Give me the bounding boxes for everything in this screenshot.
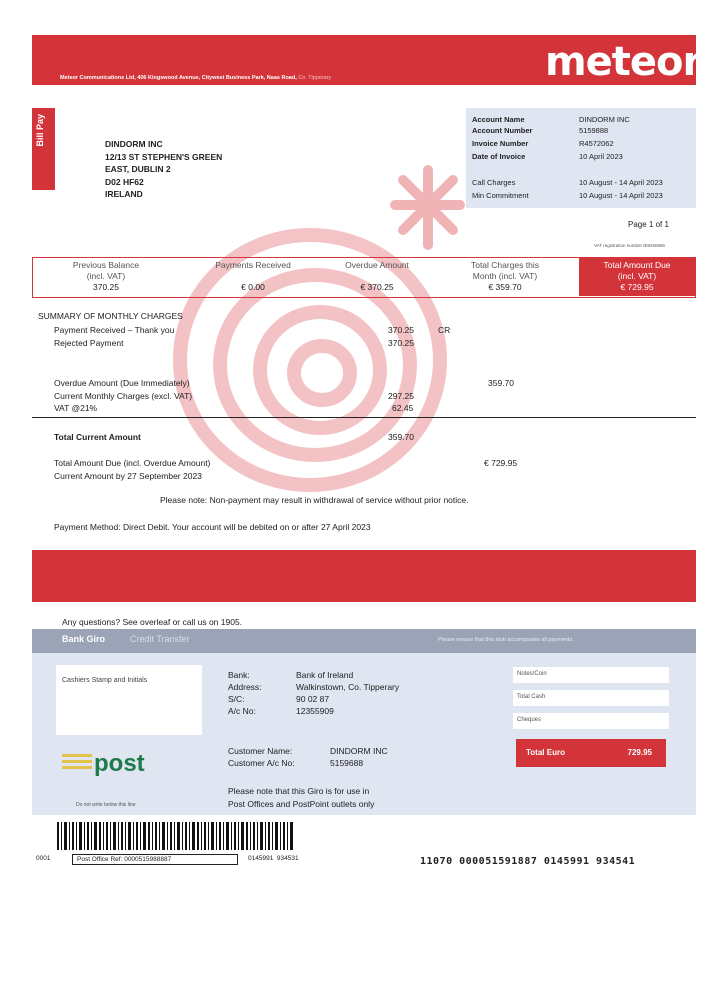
sort-code-value: 90 02 87 (296, 694, 330, 704)
total-due-incl-value: € 729.95 (484, 458, 518, 468)
cashier-stamp-box (56, 665, 202, 735)
address-tail: Co. Tipperary (298, 75, 332, 81)
post-logo-text: post (94, 750, 145, 777)
total-due-incl-label: Total Amount Due (incl. Overdue Amount) (54, 458, 211, 468)
customer-name-value: DINDORM INC (330, 746, 388, 756)
total-cash-field[interactable] (513, 690, 669, 706)
overdue-due-value: 359.70 (488, 378, 514, 388)
overdue-amount-label: Overdue Amount (345, 260, 409, 270)
meteor-logo: meteor (545, 39, 702, 85)
current-charges-label: Current Monthly Charges (excl. VAT) (54, 391, 193, 401)
bank-value: Bank of Ireland (296, 670, 354, 680)
bill-pay-tab (32, 108, 55, 190)
stub-note: Please ensure that this stub accompanies all payments. (438, 637, 574, 643)
separator-band (32, 550, 696, 602)
customer-account-label: Customer A/c No: (228, 758, 295, 768)
previous-balance (47, 260, 165, 293)
giro-usage-note-1: Please note that this Giro is for use in (228, 786, 370, 796)
notes-coin-label: Notes/Coin (517, 671, 547, 677)
company-address (60, 75, 331, 81)
post-logo (62, 750, 145, 779)
bank-account-value: 12355909 (296, 706, 334, 716)
post-office-ref (72, 854, 238, 865)
call-charges-label: Call Charges (472, 178, 516, 187)
account-name-label: Account Name (472, 115, 525, 124)
total-current-value: 359.70 (388, 432, 414, 442)
footer-code-left: 0001 (36, 855, 51, 862)
address-text: Meteor Communications Ltd, 406 Kingswood Avenue, Citywest Business Park, Naas Road, (60, 75, 297, 81)
call-charges-value: 10 August - 14 April 2023 (579, 178, 663, 187)
giro-usage-note-2: Post Offices and PostPoint outlets only (228, 799, 375, 809)
total-cash-label: Total Cash (517, 694, 546, 700)
vat-label: VAT @21% (54, 403, 98, 413)
customer-line: D02 HF62 (105, 176, 144, 187)
total-due-label: Total Amount Due (603, 260, 671, 270)
total-euro-label: Total Euro (526, 748, 565, 757)
account-name-value: DINDORM INC (579, 115, 630, 124)
cheques-label: Cheques (517, 717, 542, 723)
total-euro-box (516, 739, 666, 767)
total-due-inner (579, 260, 695, 293)
account-number-label: Account Number (472, 126, 533, 135)
total-charges (445, 260, 565, 293)
bank-account-label: A/c No: (228, 706, 256, 716)
total-charges-label-2: Month (incl. VAT) (472, 271, 538, 281)
bank-address-value: Walkinstown, Co. Tipperary (296, 682, 400, 692)
customer-line: 12/13 ST STEPHEN'S GREEN (105, 151, 223, 162)
do-not-write-note: Do not write below this line (76, 802, 136, 808)
total-euro-value: 729.95 (627, 748, 652, 757)
ocr-line: 11070 000051591887 0145991 934541 (420, 856, 636, 867)
balance-summary-box (32, 257, 696, 298)
min-commitment-value: 10 August - 14 April 2023 (579, 191, 663, 200)
footer-code-mid: 0145991 934531 (248, 855, 299, 862)
post-office-ref-text: Post Office Ref: 0000515988887 (77, 856, 172, 863)
non-payment-notice: Please note: Non-payment may result in withdrawal of service without prior notice. (160, 495, 469, 505)
payment-method: Payment Method: Direct Debit. Your account will be debited on or after 27 April 2023 (54, 522, 371, 532)
overdue-due-label: Overdue Amount (Due Immediately) (54, 378, 190, 388)
vat-registration: VAT registration number IE6260685 (594, 243, 666, 248)
customer-name-label: Customer Name: (228, 746, 293, 756)
overdue-amount-value: € 370.25 (360, 282, 394, 292)
bank-giro-bar (32, 629, 696, 653)
bank-address-label: Address: (228, 682, 262, 692)
account-details-panel (466, 108, 696, 208)
customer-account-value: 5159688 (330, 758, 364, 768)
cashier-stamp-label: Cashiers Stamp and Initials (62, 677, 148, 684)
invoice-date-label: Date of Invoice (472, 152, 526, 161)
payment-received-label: Payment Received – Thank you (54, 325, 175, 335)
post-logo-stripes-icon (62, 752, 92, 774)
payments-received-label: Payments Received (215, 260, 291, 270)
barcode (57, 822, 293, 850)
customer-line: IRELAND (105, 189, 143, 199)
page-number: Page 1 of 1 (628, 220, 669, 229)
total-current-label: Total Current Amount (54, 432, 141, 442)
invoice-date-value: 10 April 2023 (579, 152, 623, 161)
payments-received (193, 260, 313, 293)
previous-balance-label: Previous Balance (72, 260, 140, 270)
customer-line: DINDORM INC (105, 139, 163, 149)
cheques-field[interactable] (513, 713, 669, 729)
bank-giro-title: Bank Giro (62, 634, 106, 644)
rejected-payment-value: 370.25 (388, 338, 414, 348)
customer-address (105, 138, 222, 201)
min-commitment-label: Min Commitment (472, 191, 529, 200)
total-charges-label: Total Charges this (470, 260, 540, 270)
sort-code-label: S/C: (228, 694, 245, 704)
total-amount-due (579, 258, 695, 296)
credit-marker: CR (438, 325, 451, 335)
rejected-payment-label: Rejected Payment (54, 338, 124, 348)
previous-balance-label-2: (incl. VAT) (86, 271, 126, 281)
invoice-number-label: Invoice Number (472, 139, 529, 148)
notes-coin-field[interactable] (513, 667, 669, 683)
previous-balance-value: 370.25 (93, 282, 119, 292)
customer-line: EAST, DUBLIN 2 (105, 164, 171, 174)
payment-received-value: 370.25 (388, 325, 414, 335)
account-number-value: 5159888 (579, 126, 609, 135)
total-due-value: € 729.95 (620, 282, 654, 292)
payments-received-value: € 0.00 (241, 282, 265, 292)
vat-value: 62.45 (392, 403, 414, 413)
credit-transfer-title: Credit Transfer (130, 634, 190, 644)
total-charges-value: € 359.70 (488, 282, 522, 292)
monthly-summary-heading: SUMMARY OF MONTHLY CHARGES (38, 311, 183, 321)
questions-text: Any questions? See overleaf or call us on 1905. (62, 617, 243, 627)
invoice-number-value: R4572062 (579, 139, 614, 148)
bill-pay-label: Bill Pay (35, 114, 45, 147)
section-divider (32, 417, 696, 418)
overdue-amount (317, 260, 437, 293)
total-due-label-2: (incl. VAT) (617, 271, 657, 281)
current-charges-value: 297.25 (388, 391, 414, 401)
bank-label: Bank: (228, 670, 250, 680)
current-by-label: Current Amount by 27 September 2023 (54, 471, 202, 481)
